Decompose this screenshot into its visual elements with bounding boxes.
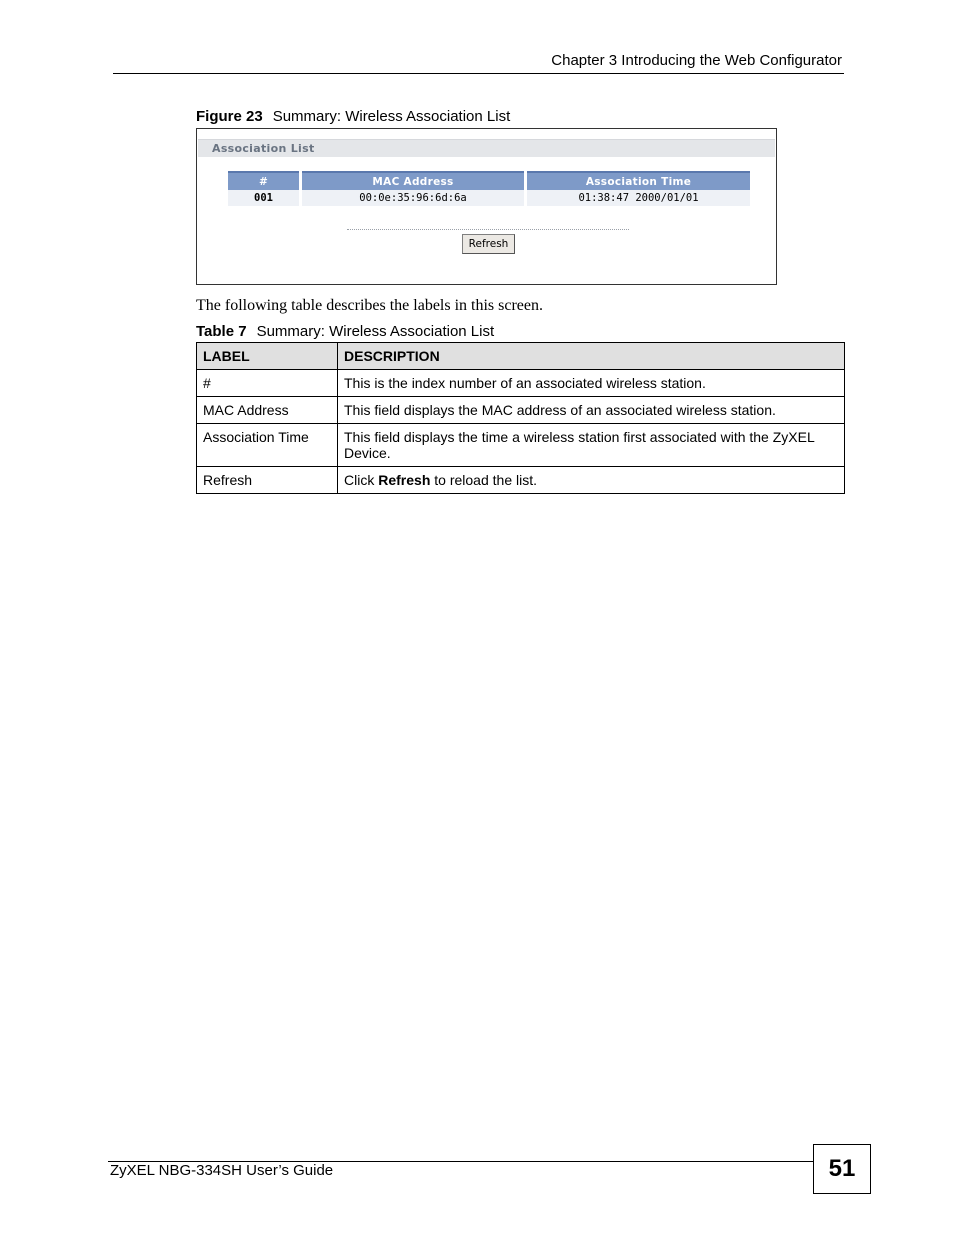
row-description: This field displays the MAC address of an associated wireless station.	[338, 397, 845, 424]
header-description: DESCRIPTION	[338, 343, 845, 370]
figure-label: Figure 23	[196, 108, 263, 125]
row-label: #	[197, 370, 338, 397]
row-label: Association Time	[197, 424, 338, 467]
row-mac-address: 00:0e:35:96:6d:6a	[302, 190, 524, 206]
row-label: MAC Address	[197, 397, 338, 424]
panel-title: Association List	[212, 142, 315, 155]
description-table	[196, 342, 845, 494]
header-rule	[113, 73, 844, 74]
figure-title: Summary: Wireless Association List	[272, 108, 511, 125]
row-index: 001	[228, 190, 299, 206]
table-row	[228, 190, 750, 206]
table-label: Table 7	[196, 323, 247, 340]
row-description	[338, 467, 845, 494]
page-number: 51	[813, 1144, 871, 1194]
table-caption	[196, 323, 494, 340]
table-row	[197, 467, 845, 494]
row-label: Refresh	[197, 467, 338, 494]
guide-title: ZyXEL NBG-334SH User’s Guide	[110, 1162, 334, 1179]
refresh-button[interactable]: Refresh	[462, 234, 515, 254]
association-list-screenshot	[196, 128, 777, 285]
row-description: This field displays the time a wireless station first associated with the ZyXEL Device.	[338, 424, 845, 467]
column-header-mac: MAC Address	[302, 171, 524, 190]
description-pre: Click	[344, 472, 379, 488]
table-title: Summary: Wireless Association List	[256, 323, 495, 340]
column-header-index: #	[228, 171, 299, 190]
dotted-divider	[347, 229, 629, 230]
chapter-title: Chapter 3 Introducing the Web Configurator	[551, 52, 842, 69]
association-table	[225, 171, 753, 206]
description-bold: Refresh	[378, 472, 431, 488]
table-row	[197, 370, 845, 397]
intro-paragraph: The following table describes the labels in this screen.	[196, 297, 544, 314]
row-description: This is the index number of an associated wireless station.	[338, 370, 845, 397]
table-row	[197, 397, 845, 424]
panel-title-bar	[198, 139, 775, 157]
table-row	[197, 424, 845, 467]
header-label: LABEL	[197, 343, 338, 370]
description-post: to reload the list.	[430, 472, 537, 488]
figure-caption	[196, 108, 510, 125]
row-association-time: 01:38:47 2000/01/01	[527, 190, 750, 206]
column-header-time: Association Time	[527, 171, 750, 190]
